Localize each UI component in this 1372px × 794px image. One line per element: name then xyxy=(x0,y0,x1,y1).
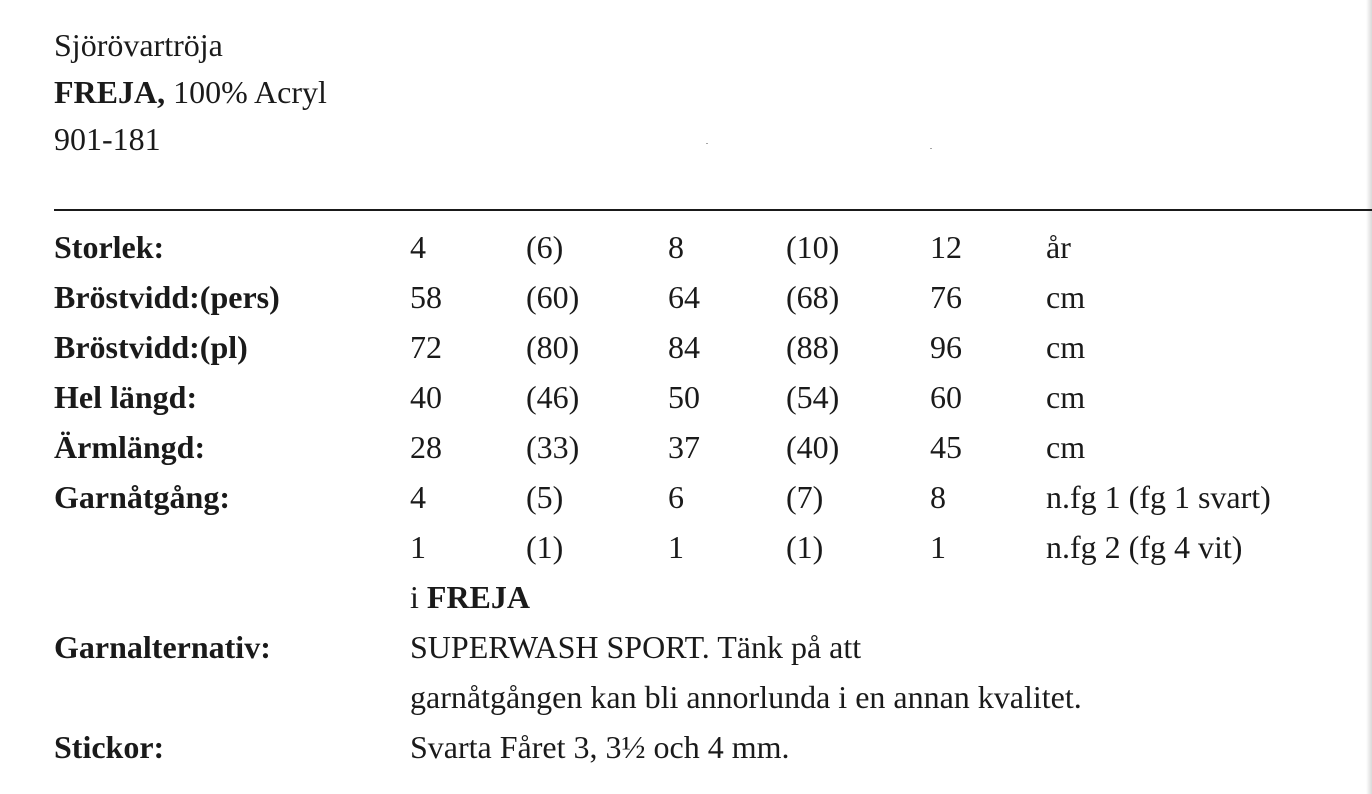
needles-value: Svarta Fåret 3, 3½ och 4 mm. xyxy=(410,729,790,765)
horizontal-rule xyxy=(54,209,1372,211)
table-cell: 1 xyxy=(410,529,426,565)
needles-row xyxy=(0,722,1372,772)
row-unit: n.fg 1 (fg 1 svart) xyxy=(1046,479,1271,515)
table-cell: 45 xyxy=(930,429,962,465)
table-cell: (5) xyxy=(526,479,564,515)
table-row-garnatgang-color2 xyxy=(0,522,1372,572)
yarn-name: FREJA, xyxy=(54,74,166,110)
row-unit: cm xyxy=(1046,279,1086,315)
scan-speck xyxy=(706,143,708,144)
table-row-brostvidd-pers xyxy=(0,272,1372,322)
yarn-note-row xyxy=(0,572,1372,622)
alternative-label: Garnalternativ: xyxy=(54,629,271,665)
table-row-storlek xyxy=(0,222,1372,272)
row-unit: n.fg 2 (fg 4 vit) xyxy=(1046,529,1243,565)
table-cell: (10) xyxy=(786,229,840,265)
table-cell: 8 xyxy=(930,479,946,515)
table-cell: (7) xyxy=(786,479,824,515)
table-cell: 12 xyxy=(930,229,962,265)
pattern-header xyxy=(54,22,327,163)
table-cell: 6 xyxy=(668,479,684,515)
table-cell: (1) xyxy=(786,529,824,565)
row-label: Ärmlängd: xyxy=(54,429,206,465)
row-label: Bröstvidd:(pers) xyxy=(54,279,280,315)
scan-speck xyxy=(930,148,932,149)
yarn-composition: 100% Acryl xyxy=(173,74,327,110)
table-cell: (88) xyxy=(786,329,840,365)
table-cell: 1 xyxy=(930,529,946,565)
row-unit: cm xyxy=(1046,429,1086,465)
table-cell: 37 xyxy=(668,429,700,465)
table-row-brostvidd-pl xyxy=(0,322,1372,372)
table-cell: 76 xyxy=(930,279,962,315)
table-row-hel-langd xyxy=(0,372,1372,422)
table-cell: (68) xyxy=(786,279,840,315)
table-cell: (40) xyxy=(786,429,840,465)
row-label: Garnåtgång: xyxy=(54,479,230,515)
alternative-row xyxy=(0,622,1372,672)
needles-label: Stickor: xyxy=(54,729,165,765)
pattern-title: Sjörövartröja xyxy=(54,27,223,63)
table-cell: 84 xyxy=(668,329,700,365)
row-label: Hel längd: xyxy=(54,379,198,415)
table-cell: 72 xyxy=(410,329,442,365)
table-cell: 96 xyxy=(930,329,962,365)
row-label: Bröstvidd:(pl) xyxy=(54,329,248,365)
table-cell: 8 xyxy=(668,229,684,265)
table-cell: 58 xyxy=(410,279,442,315)
table-cell: 40 xyxy=(410,379,442,415)
row-unit: cm xyxy=(1046,379,1086,415)
row-label: Storlek: xyxy=(54,229,165,265)
table-row-armlangd xyxy=(0,422,1372,472)
table-cell: (60) xyxy=(526,279,580,315)
table-row-garnatgang xyxy=(0,472,1372,522)
table-cell: 50 xyxy=(668,379,700,415)
table-cell: (54) xyxy=(786,379,840,415)
table-cell: 4 xyxy=(410,479,426,515)
pattern-number: 901-181 xyxy=(54,121,161,157)
alternative-row-continued xyxy=(0,672,1372,722)
row-unit: cm xyxy=(1046,329,1086,365)
size-table xyxy=(0,222,1372,772)
table-cell: (80) xyxy=(526,329,580,365)
row-unit: år xyxy=(1046,229,1071,265)
yarn-note-prefix: i xyxy=(410,579,419,615)
yarn-line xyxy=(54,69,327,116)
yarn-note xyxy=(410,572,530,622)
table-cell: (6) xyxy=(526,229,564,265)
table-cell: 60 xyxy=(930,379,962,415)
yarn-note-name: FREJA xyxy=(426,579,530,615)
table-cell: (33) xyxy=(526,429,580,465)
table-cell: (1) xyxy=(526,529,564,565)
table-cell: (46) xyxy=(526,379,580,415)
table-cell: 4 xyxy=(410,229,426,265)
alternative-text-line1: SUPERWASH SPORT. Tänk på att xyxy=(410,629,862,665)
table-cell: 1 xyxy=(668,529,684,565)
alternative-text-line2: garnåtgången kan bli annorlunda i en annan kvalitet. xyxy=(410,679,1082,715)
table-cell: 64 xyxy=(668,279,700,315)
table-cell: 28 xyxy=(410,429,442,465)
